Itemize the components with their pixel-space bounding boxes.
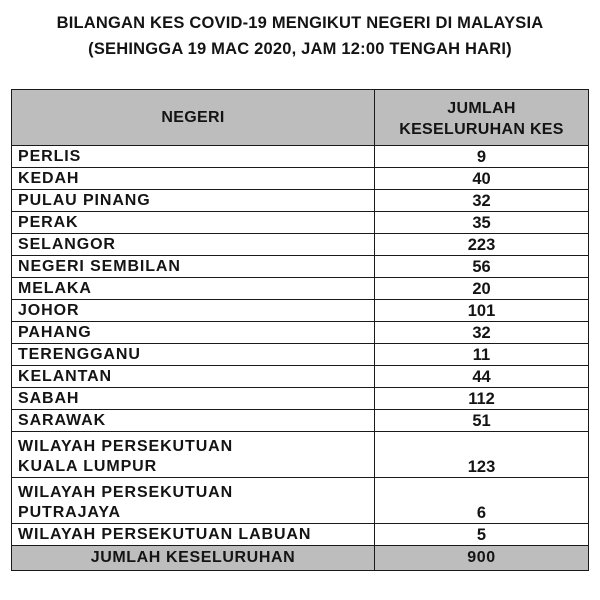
state-cell: PULAU PINANG — [12, 190, 375, 212]
state-cell-line2: KUALA LUMPUR — [18, 458, 158, 475]
table-header-row — [12, 90, 589, 146]
cases-cell: 11 — [375, 344, 589, 366]
state-cell: KELANTAN — [12, 366, 375, 388]
cases-cell: 123 — [375, 432, 589, 478]
table-row — [12, 300, 589, 322]
cases-cell: 35 — [375, 212, 589, 234]
cases-cell: 56 — [375, 256, 589, 278]
cases-cell: 9 — [375, 146, 589, 168]
cases-cell: 20 — [375, 278, 589, 300]
cases-cell: 32 — [375, 190, 589, 212]
table-row — [12, 432, 589, 478]
state-cell: TERENGGANU — [12, 344, 375, 366]
table-row — [12, 256, 589, 278]
state-cell: NEGERI SEMBILAN — [12, 256, 375, 278]
table-row — [12, 322, 589, 344]
header-cases — [375, 90, 589, 146]
table-row — [12, 234, 589, 256]
cases-cell: 44 — [375, 366, 589, 388]
state-cell: PAHANG — [12, 322, 375, 344]
state-cell: SELANGOR — [12, 234, 375, 256]
page-subtitle: (SEHINGGA 19 MAC 2020, JAM 12:00 TENGAH HARI) — [88, 40, 512, 58]
cases-cell: 6 — [375, 478, 589, 524]
header-cases-line2: KESELURUHAN KES — [399, 120, 564, 138]
state-cell: PERAK — [12, 212, 375, 234]
state-cell — [12, 432, 375, 478]
cases-table — [11, 89, 589, 571]
state-cell: JOHOR — [12, 300, 375, 322]
page-title: BILANGAN KES COVID-19 MENGIKUT NEGERI DI MALAYSIA — [56, 14, 544, 32]
state-cell: MELAKA — [12, 278, 375, 300]
state-cell: SABAH — [12, 388, 375, 410]
table-row — [12, 212, 589, 234]
cases-cell: 32 — [375, 322, 589, 344]
cases-cell: 40 — [375, 168, 589, 190]
total-row — [12, 546, 589, 571]
table-row — [12, 190, 589, 212]
state-cell: SARAWAK — [12, 410, 375, 432]
table-row — [12, 344, 589, 366]
state-cell: KEDAH — [12, 168, 375, 190]
cases-cell: 223 — [375, 234, 589, 256]
table-row — [12, 168, 589, 190]
state-cell-line1: WILAYAH PERSEKUTUAN — [18, 484, 234, 501]
cases-cell: 101 — [375, 300, 589, 322]
state-cell — [12, 478, 375, 524]
cases-cell: 51 — [375, 410, 589, 432]
cases-cell: 112 — [375, 388, 589, 410]
state-cell-line1: WILAYAH PERSEKUTUAN — [18, 438, 234, 455]
table-row — [12, 388, 589, 410]
table-row — [12, 278, 589, 300]
state-cell-line2: PUTRAJAYA — [18, 504, 121, 521]
header-cases-line1: JUMLAH — [447, 99, 516, 117]
table-row — [12, 524, 589, 546]
table-row — [12, 478, 589, 524]
total-label: JUMLAH KESELURUHAN — [12, 546, 375, 571]
cases-cell: 5 — [375, 524, 589, 546]
state-cell: PERLIS — [12, 146, 375, 168]
table-row — [12, 146, 589, 168]
table-row — [12, 366, 589, 388]
total-cases: 900 — [375, 546, 589, 571]
table-row — [12, 410, 589, 432]
state-cell: WILAYAH PERSEKUTUAN LABUAN — [12, 524, 375, 546]
header-state: NEGERI — [12, 90, 375, 146]
